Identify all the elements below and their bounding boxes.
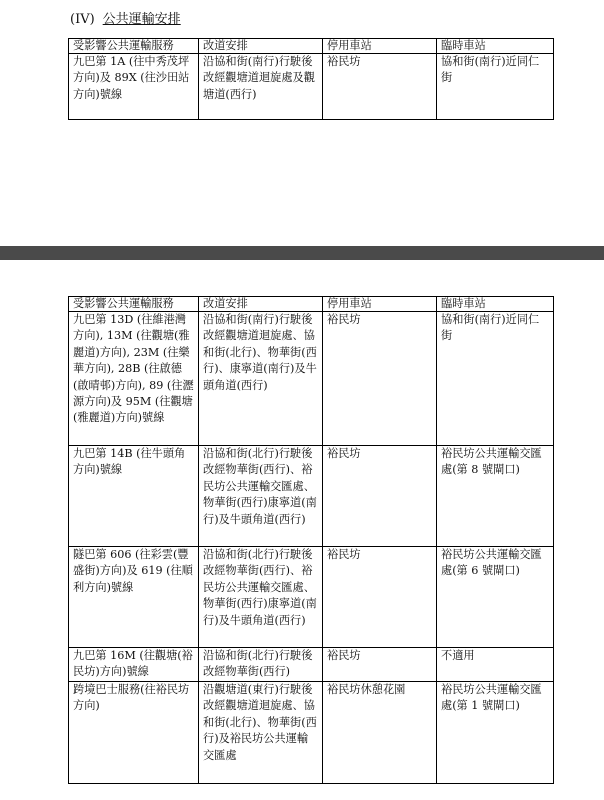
table-row bbox=[69, 547, 554, 648]
section-heading bbox=[70, 11, 181, 29]
table-header-row bbox=[69, 297, 554, 312]
table-row bbox=[69, 446, 554, 547]
header-diversion: 改道安排 bbox=[199, 297, 323, 312]
header-affected-service: 受影響公共運輸服務 bbox=[69, 39, 199, 54]
header-suspended-stop: 停用車站 bbox=[323, 39, 437, 54]
cell-temporary-stop: 裕民坊公共運輸交匯處(第 6 號閘口) bbox=[437, 547, 554, 648]
header-diversion: 改道安排 bbox=[199, 39, 323, 54]
cell-temporary-stop: 協和街(南行)近同仁街 bbox=[437, 54, 554, 120]
cell-temporary-stop: 裕民坊公共運輸交匯處(第 8 號閘口) bbox=[437, 446, 554, 547]
cell-suspended-stop: 裕民坊 bbox=[323, 54, 437, 120]
section-title: 公共運輸安排 bbox=[102, 12, 181, 27]
cell-service: 九巴第 13D (往維港灣方向), 13M (往觀塘(雅麗道)方向), 23M (往樂華方向), 28B (往啟德(啟晴邨)方向), 89 (往瀝源方向)及 95M (往觀塘(雅麗道)方向)號線 bbox=[69, 312, 199, 446]
table-row bbox=[69, 648, 554, 682]
table-row bbox=[69, 54, 554, 120]
cell-diversion: 沿協和街(北行)行駛後改經物華街(西行)、裕民坊公共運輸交匯處、物華街(西行)康寧道(南行)及牛頭角道(西行) bbox=[199, 446, 323, 547]
cell-service: 隧巴第 606 (往彩雲(豐盛街)方向)及 619 (往順利方向)號線 bbox=[69, 547, 199, 648]
cell-service: 九巴第 14B (往牛頭角方向)號線 bbox=[69, 446, 199, 547]
cell-service: 九巴第 16M (往觀塘(裕民坊)方向)號線 bbox=[69, 648, 199, 682]
cell-service: 九巴第 1A (往中秀茂坪方向)及 89X (往沙田站方向)號線 bbox=[69, 54, 199, 120]
cell-suspended-stop: 裕民坊 bbox=[323, 547, 437, 648]
cell-diversion: 沿觀塘道(東行)行駛後改經觀塘道迴旋處、協和街(北行)、物華街(西行)及裕民坊公共運輸交匯處 bbox=[199, 682, 323, 784]
header-suspended-stop: 停用車站 bbox=[323, 297, 437, 312]
document-page-1 bbox=[0, 0, 604, 246]
header-temporary-stop: 臨時車站 bbox=[437, 39, 554, 54]
cell-diversion: 沿協和街(南行)行駛後改經觀塘道迴旋處、協和街(北行)、物華街(西行)、康寧道(南行)及牛頭角道(西行) bbox=[199, 312, 323, 446]
cell-diversion: 沿協和街(北行)行駛後改經物華街(西行) bbox=[199, 648, 323, 682]
cell-diversion: 沿協和街(北行)行駛後改經物華街(西行)、裕民坊公共運輸交匯處、物華街(西行)康寧道(南行)及牛頭角道(西行) bbox=[199, 547, 323, 648]
cell-temporary-stop: 裕民坊公共運輸交匯處(第 1 號閘口) bbox=[437, 682, 554, 784]
page-separator bbox=[0, 246, 604, 260]
document-page-2 bbox=[0, 260, 604, 800]
cell-suspended-stop: 裕民坊 bbox=[323, 446, 437, 547]
transport-table-1 bbox=[68, 38, 554, 120]
transport-table-2 bbox=[68, 296, 554, 784]
table-row bbox=[69, 682, 554, 784]
cell-suspended-stop: 裕民坊 bbox=[323, 648, 437, 682]
cell-temporary-stop: 不適用 bbox=[437, 648, 554, 682]
cell-temporary-stop: 協和街(南行)近同仁街 bbox=[437, 312, 554, 446]
cell-diversion: 沿協和街(南行)行駛後改經觀塘道迴旋處及觀塘道(西行) bbox=[199, 54, 323, 120]
table-row bbox=[69, 312, 554, 446]
section-number: (IV) bbox=[70, 12, 95, 27]
cell-service: 跨境巴士服務(往裕民坊方向) bbox=[69, 682, 199, 784]
cell-suspended-stop: 裕民坊休憩花園 bbox=[323, 682, 437, 784]
header-affected-service: 受影響公共運輸服務 bbox=[69, 297, 199, 312]
cell-suspended-stop: 裕民坊 bbox=[323, 312, 437, 446]
table-header-row bbox=[69, 39, 554, 54]
header-temporary-stop: 臨時車站 bbox=[437, 297, 554, 312]
